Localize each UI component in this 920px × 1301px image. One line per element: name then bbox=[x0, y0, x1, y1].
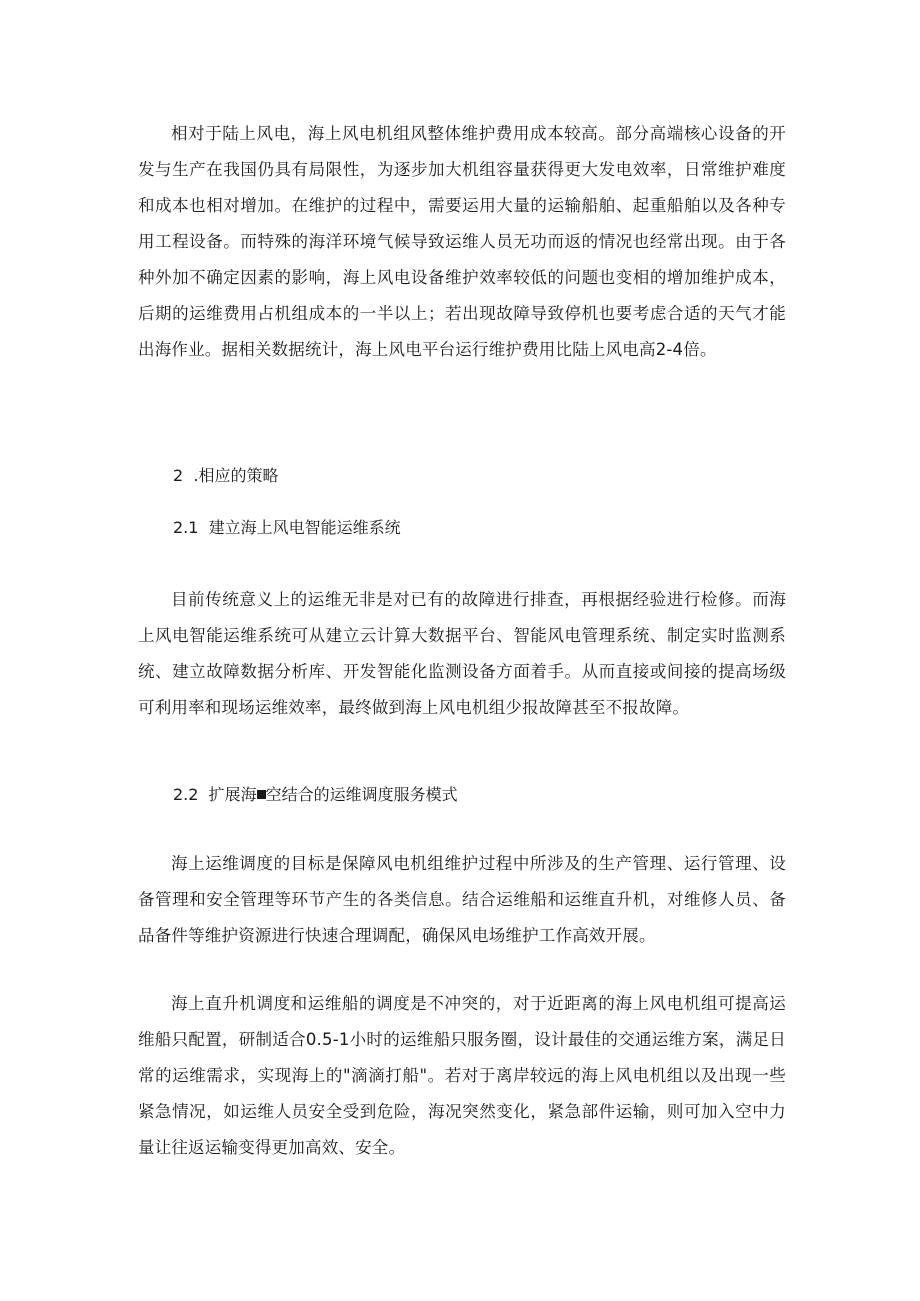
paragraph-helicopter-and-vessel: 海上直升机调度和运维船的调度是不冲突的，对于近距离的海上风电机组可提高运维船只配置，研制适合0.5-1小时的运维船只服务圈，设计最佳的交通运维方案，满足日常的运维需求，实现海上的"滴滴打船"。若对于离岸较远的海上风电机组以及出现一些紧急情况，如运维人员安全受到危险，海况突然变化，紧急部件运输，则可加入空中力量让往返运输变得更加高效、安全。 bbox=[138, 994, 786, 1157]
section-heading-2-2 bbox=[173, 783, 458, 807]
section-heading-2-2-text-start: 2.2 扩展海 bbox=[173, 785, 257, 804]
paragraph-maintenance-cost: 相对于陆上风电，海上风电机组风整体维护费用成本较高。部分高端核心设备的开发与生产在我国仍具有局限性，为逐步加大机组容量获得更大发电效率，日常维护难度和成本也相对增加。在维护的过程中，需要运用大量的运输船舶、起重船舶以及各种专用工程设备。而特殊的海洋环境气候导致运维人员无功而返的情况也经常出现。由于各种外加不确定因素的影响，海上风电设备维护效率较低的问题也变相的增加维护成本，后期的运维费用占机组成本的一半以上；若出现故障导致停机也要考虑合适的天气才能出海作业。据相关数据统计，海上风电平台运行维护费用比陆上风电高2-4倍。 bbox=[138, 124, 786, 359]
paragraph-scheduling-goal: 海上运维调度的目标是保障风电机组维护过程中所涉及的生产管理、运行管理、设备管理和安全管理等环节产生的各类信息。结合运维船和运维直升机，对维修人员、备品备件等维护资源进行快速合理调配，确保风电场维护工作高效开展。 bbox=[138, 854, 786, 945]
section-heading-2-2-text-end: 空结合的运维调度服务模式 bbox=[265, 785, 458, 804]
section-heading-2: 2 .相应的策略 bbox=[173, 466, 279, 485]
missing-glyph-square-icon bbox=[257, 790, 266, 799]
section-heading-2-1: 2.1 建立海上风电智能运维系统 bbox=[173, 518, 401, 537]
paragraph-smart-om-system: 目前传统意义上的运维无非是对已有的故障进行排查，再根据经验进行检修。而海上风电智能运维系统可从建立云计算大数据平台、智能风电管理系统、制定实时监测系统、建立故障数据分析库、开发智能化监测设备方面着手。从而直接或间接的提高场级可利用率和现场运维效率，最终做到海上风电机组少报故障甚至不报故障。 bbox=[138, 590, 786, 717]
